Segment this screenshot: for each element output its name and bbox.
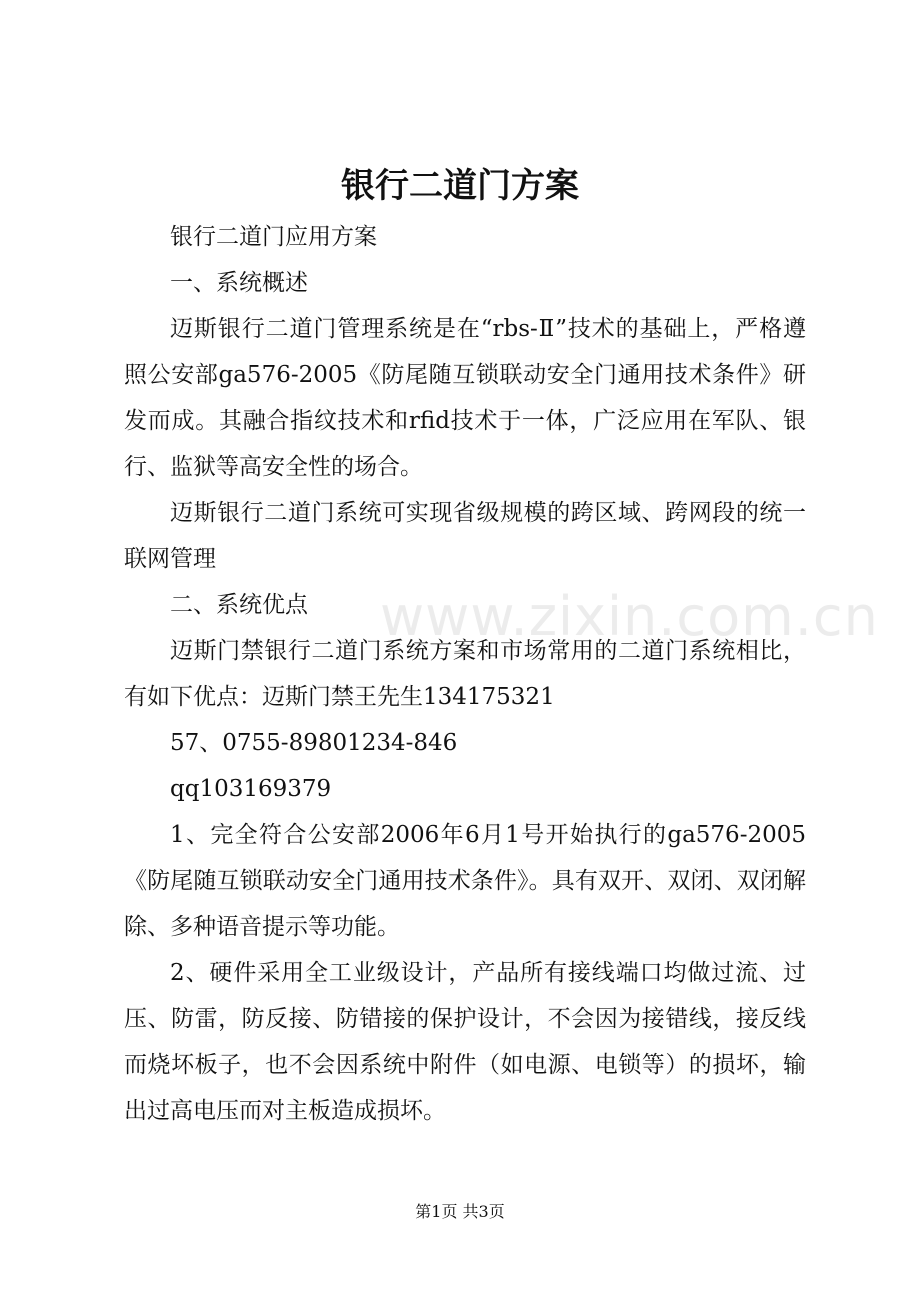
paragraph: qq103169379 (170, 776, 332, 802)
paragraph: 2、硬件采用全工业级设计，产品所有接线端口均做过流、过压、防雷，防反接、防错接的保护设计，不会因为接错线，接反线而烧坏板子，也不会因系统中附件（如电源、电锁等）的损坏，输出过高电压而对主板造成损坏。 (124, 960, 806, 1124)
paragraph: 迈斯银行二道门系统可实现省级规模的跨区域、跨网段的统一联网管理 (124, 500, 806, 572)
paragraph: 迈斯门禁银行二道门系统方案和市场常用的二道门系统相比，有如下优点：迈斯门禁王先生134175321 (124, 638, 806, 710)
watermark: www.zixin.com.cn (380, 585, 879, 648)
document-body (124, 214, 806, 1134)
document-title: 银行二道门方案 (341, 166, 579, 206)
paragraph-heading: 银行二道门应用方案 (170, 224, 377, 250)
paragraph: 1、完全符合公安部2006年6月1号开始执行的ga576-2005《防尾随互锁联动安全门通用技术条件》。具有双开、双闭、双闭解除、多种语音提示等功能。 (124, 822, 806, 940)
section-heading-advantages: 二、系统优点 (170, 592, 308, 618)
section-heading-overview: 一、系统概述 (170, 270, 308, 296)
paragraph: 迈斯银行二道门管理系统是在“rbs-Ⅱ”技术的基础上，严格遵照公安部ga576-2005《防尾随互锁联动安全门通用技术条件》研发而成。其融合指纹技术和rfid技术于一体，广泛应用在军队、银行、监狱等高安全性的场合。 (124, 316, 806, 480)
page-footer: 第1页 共3页 (415, 1202, 505, 1221)
paragraph: 57、0755-89801234-846 (170, 730, 458, 756)
